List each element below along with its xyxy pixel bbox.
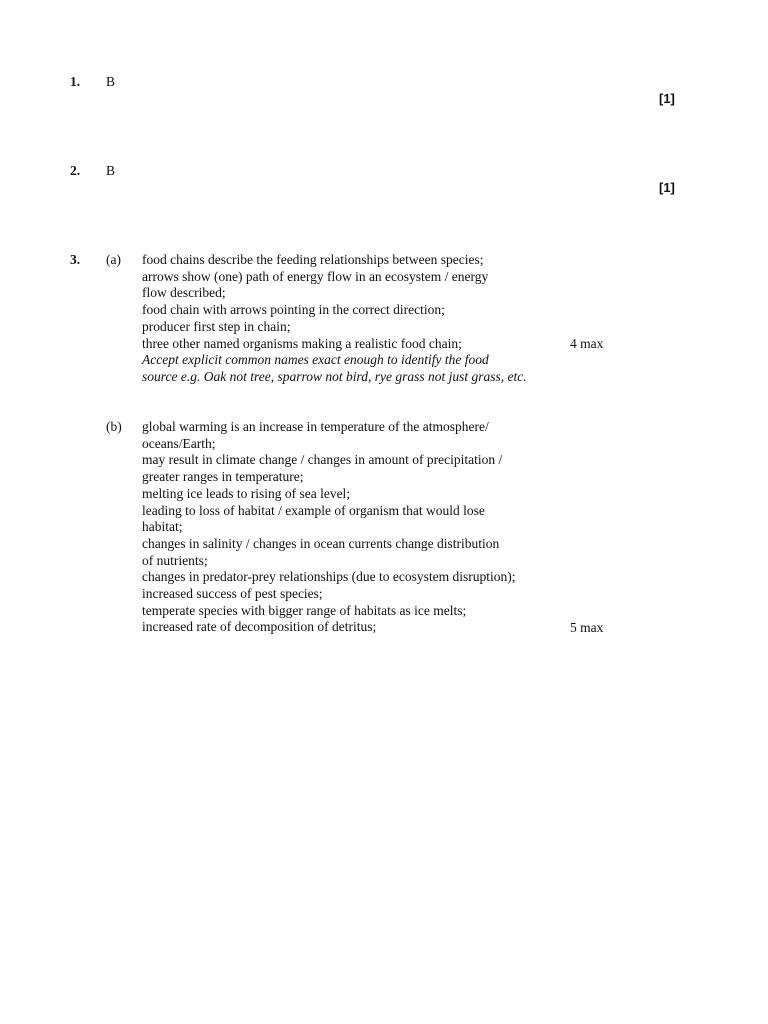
question-3a-answer-block bbox=[142, 252, 527, 386]
question-3-number: 3. bbox=[70, 252, 81, 267]
answer-line: temperate species with bigger range of habitats as ice melts; bbox=[142, 602, 467, 618]
question-1-mark: [1] bbox=[659, 91, 675, 106]
answer-line: producer first step in chain; bbox=[142, 318, 291, 334]
answer-line: may result in climate change / changes in amount of precipitation / bbox=[142, 452, 503, 468]
answer-line: changes in predator-prey relationships (due to ecosystem disruption); bbox=[142, 569, 516, 585]
answer-line: increased success of pest species; bbox=[142, 586, 323, 602]
question-2-answer: B bbox=[106, 163, 116, 178]
answer-line: food chain with arrows pointing in the correct direction; bbox=[142, 302, 445, 318]
answer-line: arrows show (one) path of energy flow in an ecosystem / energy bbox=[142, 268, 489, 284]
answer-line: three other named organisms making a realistic food chain; bbox=[142, 335, 462, 351]
marking-note-line: source e.g. Oak not tree, sparrow not bird, rye grass not just grass, etc. bbox=[142, 368, 527, 384]
question-3b-max-marks: 5 max bbox=[570, 620, 604, 635]
answer-line: melting ice leads to rising of sea level; bbox=[142, 485, 351, 501]
answer-line: habitat; bbox=[142, 519, 183, 535]
answer-line: food chains describe the feeding relationships between species; bbox=[142, 252, 484, 267]
marking-note-line: Accept explicit common names exact enough to identify the food bbox=[142, 352, 489, 368]
question-1-number: 1. bbox=[70, 74, 81, 89]
answer-line: flow described; bbox=[142, 285, 226, 301]
answer-line: leading to loss of habitat / example of organism that would lose bbox=[142, 502, 485, 518]
question-2-mark: [1] bbox=[659, 180, 675, 195]
question-3a-max-marks: 4 max bbox=[570, 336, 604, 351]
answer-line: global warming is an increase in temperature of the atmosphere/ bbox=[142, 419, 489, 434]
question-1-answer: B bbox=[106, 74, 116, 89]
answer-line: increased rate of decomposition of detritus; bbox=[142, 619, 377, 635]
question-3b-label: (b) bbox=[106, 419, 122, 434]
question-3a-label: (a) bbox=[106, 252, 121, 267]
answer-line: of nutrients; bbox=[142, 552, 208, 568]
answer-line: oceans/Earth; bbox=[142, 435, 216, 451]
question-2-number: 2. bbox=[70, 163, 81, 178]
answer-line: greater ranges in temperature; bbox=[142, 469, 304, 485]
question-3b-answer-block bbox=[142, 419, 516, 636]
answer-line: changes in salinity / changes in ocean currents change distribution bbox=[142, 535, 500, 551]
